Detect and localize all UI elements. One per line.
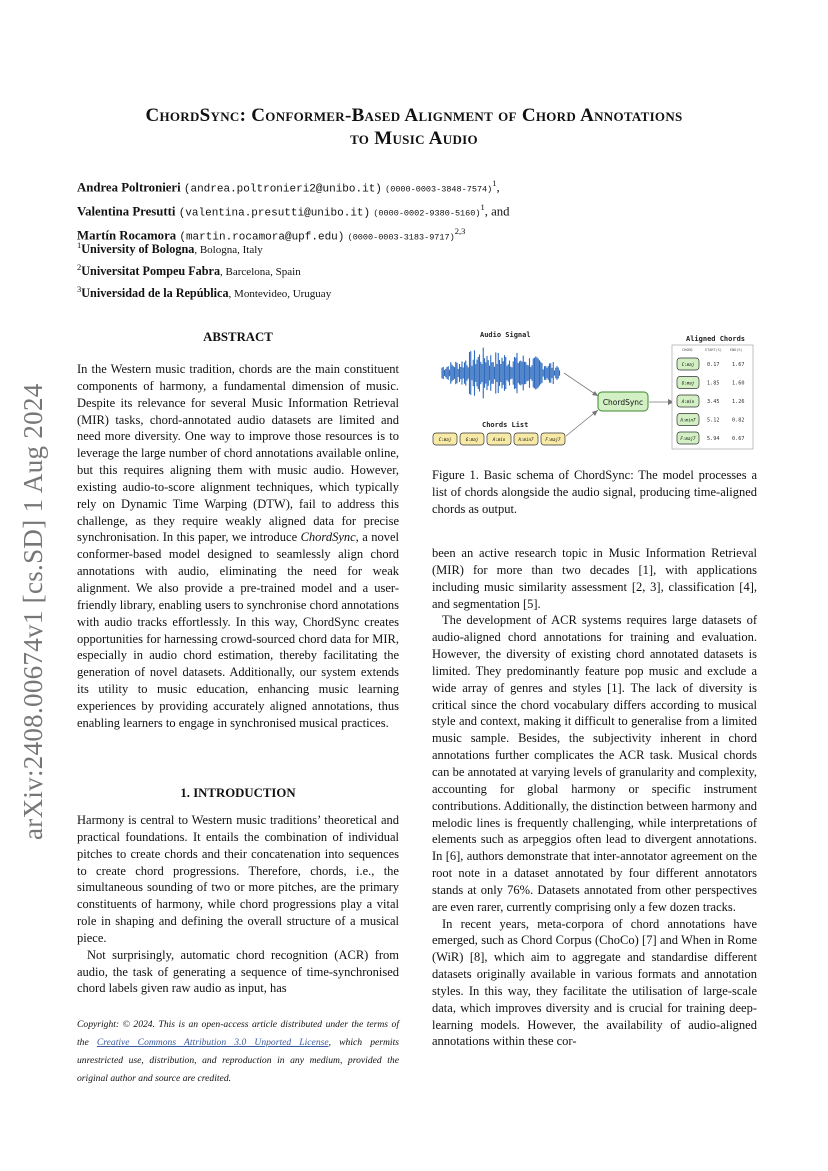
affil-place: , Bologna, Italy bbox=[194, 244, 263, 257]
affil-sup: 1 bbox=[77, 240, 82, 250]
author-orcid[interactable]: (0000-0003-3183-9717) bbox=[347, 231, 455, 242]
aligned-end-time: 1.26 bbox=[732, 399, 745, 405]
arrow-head bbox=[592, 391, 598, 396]
table-header-end: END(S) bbox=[730, 348, 743, 352]
arxiv-identifier: arXiv:2408.00674v1 [cs.SD] 1 Aug 2024 bbox=[18, 383, 48, 840]
input-chord-box bbox=[487, 433, 511, 445]
aligned-start-time: 5.12 bbox=[707, 417, 720, 424]
author-email[interactable]: (andrea.poltronieri2@unibo.it) bbox=[183, 183, 382, 196]
affiliation bbox=[77, 237, 331, 259]
title-line-1: ChordSync: Conformer-Based Alignment of Chord Annotations bbox=[145, 105, 683, 126]
aligned-end-time: 1.67 bbox=[732, 362, 745, 368]
author-list bbox=[77, 175, 777, 246]
author-orcid[interactable]: (0000-0003-3848-7574) bbox=[385, 184, 493, 195]
author-email[interactable]: (valentina.presutti@unibo.it) bbox=[178, 207, 371, 220]
author-affil-sup: 1 bbox=[492, 178, 497, 188]
aligned-end-time: 0.82 bbox=[732, 417, 745, 424]
author-affil-sup: 1 bbox=[480, 201, 485, 212]
input-chord-list bbox=[433, 433, 565, 445]
input-chord-box bbox=[541, 433, 565, 445]
right-column-body bbox=[432, 545, 757, 1050]
author-email[interactable]: (martin.rocamora@upf.edu) bbox=[179, 230, 345, 243]
aligned-start-time: 3.45 bbox=[707, 399, 720, 405]
audio-waveform bbox=[442, 348, 560, 399]
arrow-chords-to-model bbox=[566, 410, 598, 436]
input-chord-label: F:maj7 bbox=[545, 437, 561, 442]
intro-heading: 1. INTRODUCTION bbox=[180, 786, 296, 800]
author-sep: , and bbox=[484, 204, 510, 219]
copyright-notice bbox=[77, 1016, 399, 1088]
aligned-end-time: 1.60 bbox=[732, 380, 745, 387]
intro-paragraph-2: Not surprisingly, automatic chord recognition (ACR) from audio, the task of generating a sequence of time-synchronised chord labels given raw audio as input, has bbox=[77, 947, 399, 996]
author-orcid[interactable]: (0000-0002-9380-5160) bbox=[373, 208, 481, 219]
title-line-2: to Music Audio bbox=[350, 128, 478, 149]
aligned-start-time: 5.94 bbox=[707, 436, 720, 442]
author-sep: , bbox=[496, 180, 500, 195]
author-line bbox=[77, 175, 777, 199]
input-chord-box bbox=[514, 433, 538, 445]
input-chord-label: A:min bbox=[492, 437, 506, 442]
affil-sup: 2 bbox=[77, 262, 82, 273]
affil-name: University of Bologna bbox=[81, 242, 195, 257]
chordsync-model-label: ChordSync bbox=[602, 398, 644, 407]
arrow-head bbox=[592, 410, 598, 416]
abstract-heading: ABSTRACT bbox=[203, 330, 273, 344]
author-name: Valentina Presutti bbox=[77, 204, 176, 219]
abstract-body bbox=[77, 361, 399, 732]
affil-name: Universitat Pompeu Fabra bbox=[81, 264, 221, 279]
paragraph: The development of ACR systems requires large datasets of audio-aligned chord annotations for training and evaluation. However, the diversity of existing chord annotated datasets is limited. They predominantly feature pop music and exclude a wide array of genres and styles [1]. The lack of diversity is critical since the chord vocabulary differs according to musical style and context, making it difficult to generalise from a limited music sample. Besides, the subjectivity inherent in chord annotations further complicates the ACR task. Musical chords can be annotated at varying levels of granularity and complexity, accounting for global harmony or specific instrument contributions. Additionally, the distinction between harmony and melodic lines is frequently challenging, while interpretations of elements such as arpeggios often lead to divergent annotations. In [6], authors demonstrate that inter-annotator agreement on the root note in a dataset annotated by four different annotators stands at only 76%. Datasets annotated from other perspectives are even rarer, currently comprising only a few dozen tracks. bbox=[432, 613, 757, 914]
copyright-text-cont: , which permits unrestricted use, distribution, and reproduction in any medium, provided the original author and source are credited. bbox=[77, 1037, 399, 1084]
paragraph: been an active research topic in Music Information Retrieval (MIR) for more than two decades [1], with applications including music similarity assessment [2, 3], classification [4], and segmentation [5]. bbox=[432, 546, 757, 611]
intro-body bbox=[77, 812, 399, 997]
input-chord-label: G:maj bbox=[465, 437, 479, 442]
figure-1-diagram bbox=[430, 328, 760, 458]
affiliation bbox=[77, 281, 331, 303]
aligned-chord-label: F:maj7 bbox=[680, 436, 696, 441]
table-header-start: START(S) bbox=[705, 348, 722, 352]
input-chord-box bbox=[460, 433, 484, 445]
figure-1-caption: Figure 1. Basic schema of ChordSync: The model processes a list of chords alongside the audio signal, producing time-aligned chords as output. bbox=[432, 468, 757, 516]
affil-sup: 3 bbox=[77, 284, 82, 295]
intro-paragraph-1: Harmony is central to Western music traditions’ theoretical and practical foundations. It entails the combination of individual pitches to create chords and their concatenation into sequences to create chord progressions. Therefore, chords, i.e., the simultaneous sounding of two or more pitches, are the primary constituents of harmony, while chord progressions play a vital role in shaping and defining the overall structure of a musical piece. bbox=[77, 813, 399, 945]
aligned-end-time: 0.67 bbox=[732, 436, 745, 442]
abstract-text-cont: , a novel conformer-based model designed to seamlessly align chord annotations with audio, eliminating the need for weak alignment. We also provide a pre-trained model and a user-friendly library, enabling users to synchronise chord annotations with audio tracks effortlessly. In this way, ChordSync creates opportunities for harnessing crowd-sourced chord data for MIR, especially in audio chord estimation, thereby facilitating the generation of novel datasets. Additionally, our system extends its utility to music education, enhancing music learning experiences by providing accurately aligned annotations, thus enabling learners to engage in synchronised musical practices. bbox=[77, 530, 399, 730]
affil-place: , Montevideo, Uruguay bbox=[228, 288, 332, 301]
author-name: Andrea Poltronieri bbox=[77, 180, 181, 195]
table-header-chord: CHORD bbox=[682, 348, 693, 352]
affil-place: , Barcelona, Spain bbox=[220, 266, 301, 279]
license-link[interactable]: Creative Commons Attribution 3.0 Unported License bbox=[96, 1037, 329, 1048]
input-chord-label: C:maj bbox=[438, 437, 452, 442]
audio-signal-label: Audio Signal bbox=[480, 331, 531, 339]
input-chord-box bbox=[433, 433, 457, 445]
chords-list-label: Chords List bbox=[482, 421, 529, 429]
abstract-text: In the Western music tradition, chords are the main constituent components of harmony, a fundamental dimension of music. Despite its relevance for several Music Information Retrieval (MIR) tasks, chord-annotated audio datasets are limited and need more diversity. One way to improve those resources is to leverage the large number of chord annotations available online, but this requires aligning them with music audio. However, existing audio-to-score alignment techniques, which typically rely on Dynamic Time Warping (DTW), fail to address this challenge, as they require weakly aligned data for precise synchronisation. In this paper, we introduce bbox=[77, 362, 399, 545]
aligned-chord-label: A:min bbox=[681, 399, 695, 404]
aligned-chords-label: Aligned Chords bbox=[686, 335, 746, 343]
abstract-emphasis: ChordSync bbox=[300, 530, 356, 545]
author-line bbox=[77, 199, 777, 223]
arrow-audio-to-model bbox=[564, 373, 598, 396]
aligned-chord-label: A:min7 bbox=[680, 417, 696, 423]
author-affil-sup: 2,3 bbox=[454, 225, 466, 236]
input-chord-label: A:min7 bbox=[518, 437, 534, 442]
aligned-chord-label: C:maj bbox=[681, 362, 695, 367]
author-name: Martín Rocamora bbox=[77, 227, 177, 242]
paragraph: In recent years, meta-corpora of chord annotations have emerged, such as Chord Corpus (ChoCo) [7] and When in Rome (WiR) [8], which aim to aggregate and standardise different datasets originally available in various formats and annotation styles. In this way, they facilitate the utilisation of large-scale data, which improves diversity and is crucial for training deep-learning models. However, the availability of audio-aligned annotations within these cor- bbox=[432, 916, 757, 1049]
affiliation-list bbox=[77, 237, 331, 303]
copyright-text: Copyright: © 2024. This is an open-access article distributed under the terms of the bbox=[77, 1019, 399, 1048]
affiliation bbox=[77, 259, 331, 281]
aligned-start-time: 0.17 bbox=[707, 362, 720, 368]
aligned-chord-label: G:maj bbox=[681, 380, 695, 386]
affil-name: Universidad de la República bbox=[81, 286, 229, 301]
paper-title bbox=[60, 104, 768, 150]
aligned-start-time: 1.85 bbox=[707, 380, 720, 387]
